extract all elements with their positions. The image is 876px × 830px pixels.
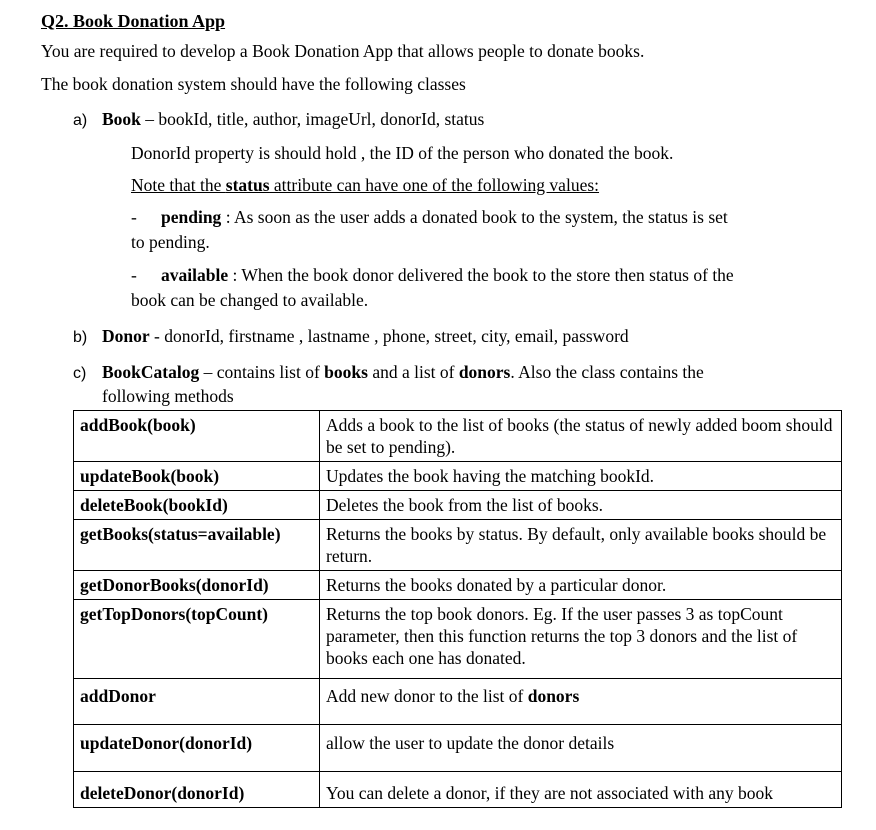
class-name-book: Book [102,109,141,129]
method-desc: Adds a book to the list of books (the status of newly added boom should be set to pending). [320,411,842,462]
method-desc: Updates the book having the matching bookId. [320,462,842,491]
class-name-catalog: BookCatalog [102,362,200,382]
method-name: addBook(book) [74,411,320,462]
method-name: getTopDonors(topCount) [74,600,320,679]
table-row [74,772,842,808]
pending-text: : As soon as the user adds a donated book to the system, the status is set [221,207,728,227]
pending-text-cont: to pending. [131,232,210,252]
list-marker: c) [73,365,87,382]
available-text: : When the book donor delivered the book to the store then status of the [228,265,734,285]
catalog-text-cont [73,386,234,407]
method-desc: You can delete a donor, if they are not associated with any book [320,772,842,808]
catalog-methods-label: following methods [102,386,234,406]
pending-key: pending [161,207,222,227]
table-row [74,491,842,520]
method-name: deleteDonor(donorId) [74,772,320,808]
method-name: updateBook(book) [74,462,320,491]
method-desc: allow the user to update the donor details [320,725,842,772]
available-text-cont: book can be changed to available. [131,290,369,310]
method-desc: Returns the books donated by a particular donor. [320,571,842,600]
method-name: getDonorBooks(donorId) [74,571,320,600]
method-desc: Deletes the book from the list of books. [320,491,842,520]
list-marker: b) [73,329,88,346]
catalog-books-word: books [324,362,368,382]
catalog-donors-word: donors [458,362,511,382]
method-desc-text: Add new donor to the list of [326,686,528,706]
table-row [74,571,842,600]
status-note [131,175,599,196]
table-row [74,600,842,679]
catalog-text: and a list of [367,362,459,382]
status-note-bold: status [225,175,270,195]
method-name: updateDonor(donorId) [74,725,320,772]
catalog-text: . Also the class contains the [510,362,704,382]
pending-bullet: - pending : As soon as the user adds a donated book to the system, the status is set [131,207,728,227]
available-key: available [161,265,229,285]
donor-id-note: DonorId property is should hold , the ID of the person who donated the book. [131,143,674,163]
method-desc [320,679,842,725]
methods-table [73,410,842,808]
status-note-pre: Note that the [131,175,226,195]
method-desc-bold: donors [527,686,580,706]
intro-paragraph: You are required to develop a Book Donation App that allows people to donate books. [41,41,645,61]
method-name: deleteBook(bookId) [74,491,320,520]
list-marker: a) [73,112,88,129]
table-row [74,520,842,571]
book-class-item [73,109,484,130]
page-title: Q2. Book Donation App [41,11,226,31]
method-name: addDonor [74,679,320,725]
available-bullet: - available : When the book donor delivered the book to the store then status of the [131,265,734,285]
table-row [74,462,842,491]
book-fields: – bookId, title, author, imageUrl, donorId, status [140,109,485,129]
class-name-donor: Donor [102,326,150,346]
table-row [74,725,842,772]
method-desc: Returns the top book donors. Eg. If the user passes 3 as topCount parameter, then this function returns the top 3 donors and the list of books each one has donated. [320,600,842,679]
donor-class-item [73,326,629,347]
method-name: getBooks(status=available) [74,520,320,571]
donor-fields: - donorId, firstname , lastname , phone, street, city, email, password [149,326,629,346]
method-desc: Returns the books by status. By default, only available books should be return. [320,520,842,571]
table-row [74,411,842,462]
table-row [74,679,842,725]
catalog-text: – contains list of [199,362,325,382]
classes-intro: The book donation system should have the following classes [41,74,466,94]
status-note-post: attribute can have one of the following values: [269,175,600,195]
catalog-class-item [73,362,704,383]
